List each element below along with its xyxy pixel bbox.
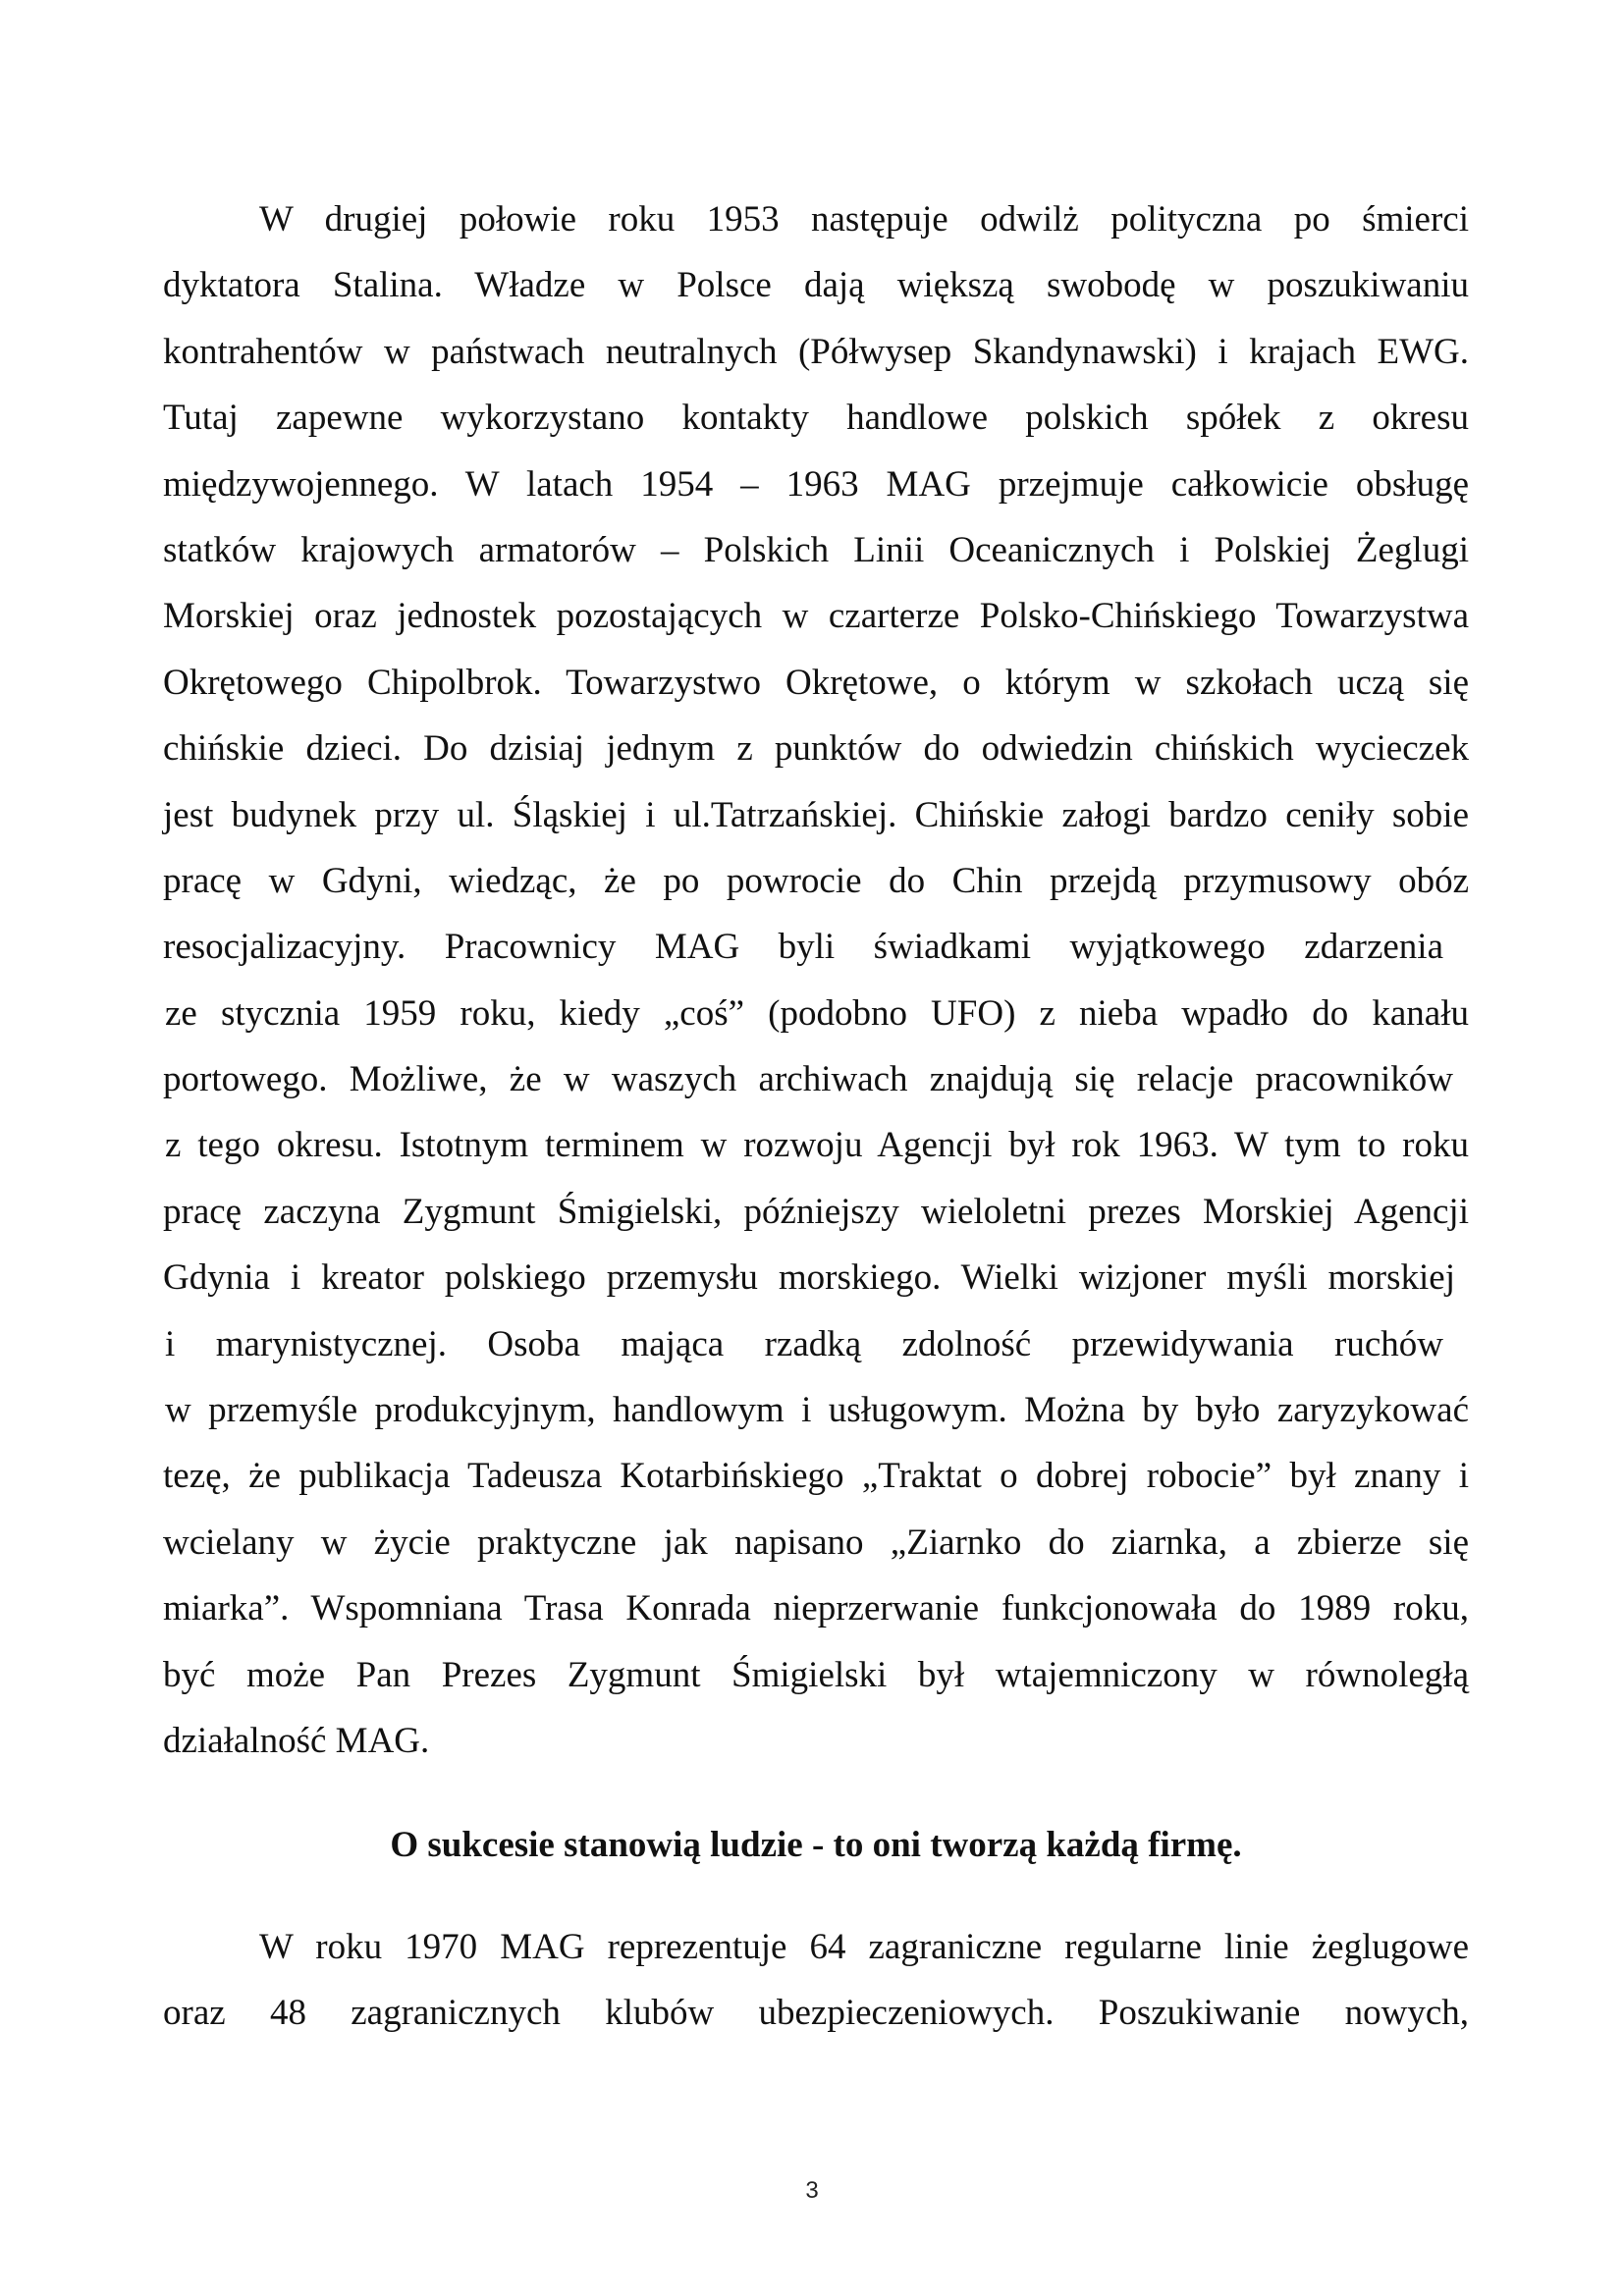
text-line: w przemyśle produkcyjnym, handlowym i usługowym. Można by było zaryzykować — [165, 1390, 1469, 1431]
text-line: pracę w Gdyni, wiedząc, że po powrocie do Chin przejdą przymusowy obóz — [163, 860, 1469, 901]
text-line: miarka”. Wspomniana Trasa Konrada nieprzerwanie funkcjonowała do 1989 roku, — [163, 1588, 1469, 1629]
text-line: kontrahentów w państwach neutralnych (Półwysep Skandynawski) i krajach EWG. — [163, 331, 1469, 372]
text-line: jest budynek przy ul. Śląskiej i ul.Tatrzańskiej. Chińskie załogi bardzo ceniły sobie — [163, 794, 1469, 835]
text-line: tezę, że publikacja Tadeusza Kotarbińskiego „Traktat o dobrej robocie” był znany i — [163, 1456, 1469, 1497]
text-line: W roku 1970 MAG reprezentuje 64 zagraniczne regularne linie żeglugowe — [259, 1927, 1469, 1967]
text-line: Gdynia i kreator polskiego przemysłu morskiego. Wielki wizjoner myśli morskiej — [163, 1257, 1455, 1299]
text-line: Morskiej oraz jednostek pozostających w czarterze Polsko-Chińskiego Towarzystwa — [163, 596, 1469, 637]
text-line: międzywojennego. W latach 1954 – 1963 MAG przejmuje całkowicie obsługę — [163, 463, 1469, 505]
text-line: resocjalizacyjny. Pracownicy MAG byli świadkami wyjątkowego zdarzenia — [163, 927, 1443, 968]
text-line: oraz 48 zagranicznych klubów ubezpieczeniowych. Poszukiwanie nowych, — [163, 1993, 1469, 2034]
text-line: Okrętowego Chipolbrok. Towarzystwo Okrętowe, o którym w szkołach uczą się — [163, 662, 1469, 703]
text-line: z tego okresu. Istotnym terminem w rozwoju Agencji był rok 1963. W tym to roku — [165, 1125, 1469, 1166]
paragraph-history — [163, 187, 1469, 1774]
section-heading: O sukcesie stanowią ludzie - to oni tworzą każdą firmę. — [390, 1825, 1242, 1865]
text-line: statków krajowych armatorów – Polskich Linii Oceanicznych i Polskiej Żeglugi — [163, 529, 1469, 570]
text-line: W drugiej połowie roku 1953 następuje odwilż polityczna po śmierci — [259, 199, 1469, 240]
page-number: 3 — [805, 2177, 819, 2204]
text-line: wcielany w życie praktyczne jak napisano „Ziarnko do ziarnka, a zbierze się — [163, 1522, 1469, 1563]
text-line: Tutaj zapewne wykorzystano kontakty handlowe polskich spółek z okresu — [163, 398, 1469, 439]
text-line: ze stycznia 1959 roku, kiedy „coś” (podobno UFO) z nieba wpadło do kanału — [165, 992, 1469, 1034]
text-line: i marynistycznej. Osoba mająca rzadką zdolność przewidywania ruchów — [165, 1323, 1443, 1364]
text-line: być może Pan Prezes Zygmunt Śmigielski był wtajemniczony w równoległą — [163, 1654, 1469, 1695]
text-line: dyktatora Stalina. Władze w Polsce dają większą swobodę w poszukiwaniu — [163, 265, 1469, 306]
text-line: działalność MAG. — [163, 1720, 430, 1761]
paragraph-1970 — [163, 1914, 1469, 2047]
text-line: portowego. Możliwe, że w waszych archiwach znajdują się relacje pracowników — [163, 1059, 1453, 1100]
text-line: chińskie dzieci. Do dzisiaj jednym z punktów do odwiedzin chińskich wycieczek — [163, 728, 1469, 770]
text-line: pracę zaczyna Zygmunt Śmigielski, późniejszy wieloletni prezes Morskiej Agencji — [163, 1191, 1469, 1232]
